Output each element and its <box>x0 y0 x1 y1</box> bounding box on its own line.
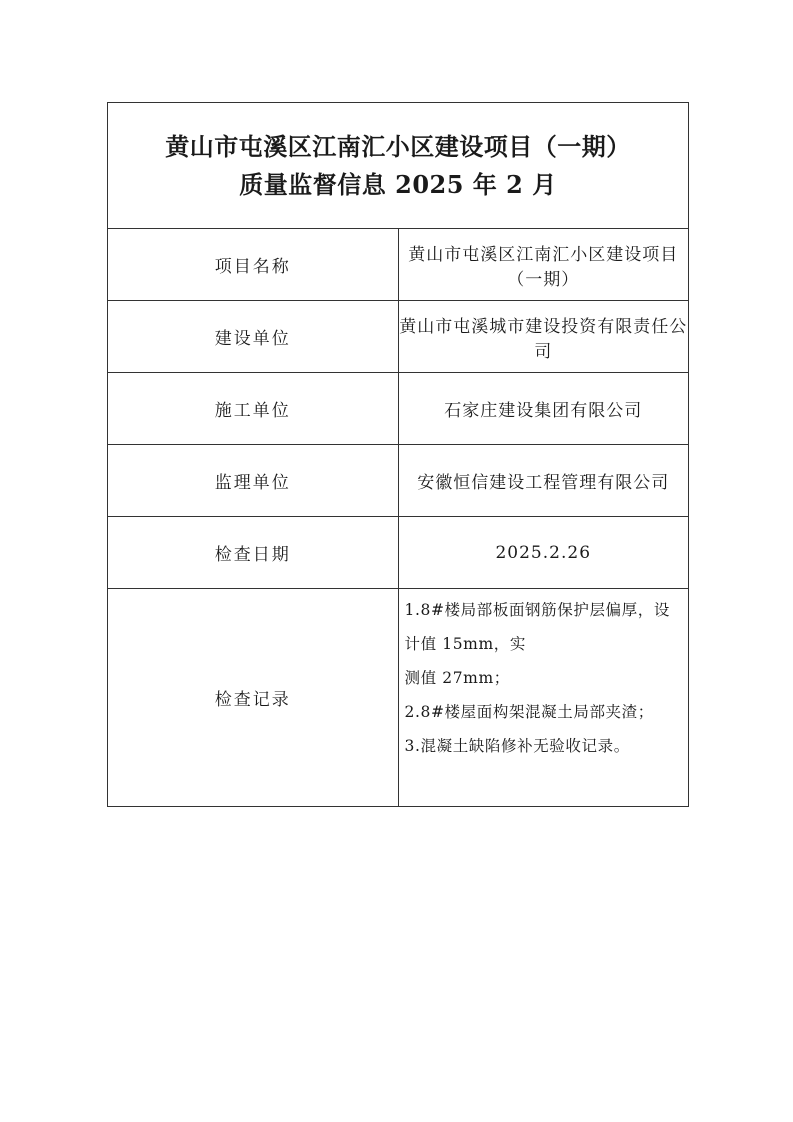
quality-info-table <box>107 102 689 807</box>
record-line: 2.8#楼屋面构架混凝土局部夹渣； <box>404 703 654 721</box>
inspection-records-content <box>398 589 689 807</box>
label-construction-unit: 建设单位 <box>108 301 399 373</box>
record-line: 3.混凝土缺陷修补无验收记录。 <box>404 737 630 755</box>
label-project-name: 项目名称 <box>108 229 399 301</box>
label-supervisor: 监理单位 <box>108 445 399 517</box>
value-construction-unit: 黄山市屯溪城市建设投资有限责任公司 <box>398 301 689 373</box>
value-project-name: 黄山市屯溪区江南汇小区建设项目（一期） <box>398 229 689 301</box>
value-contractor: 石家庄建设集团有限公司 <box>398 373 689 445</box>
record-line: 1.8#楼局部板面钢筋保护层偏厚，设计值 15mm，实 <box>404 601 670 653</box>
label-inspection-date: 检查日期 <box>108 517 399 589</box>
row-inspection-date <box>108 517 689 589</box>
label-inspection-records: 检查记录 <box>108 589 399 807</box>
row-supervisor <box>108 445 689 517</box>
row-inspection-records <box>108 589 689 807</box>
row-project-name <box>108 229 689 301</box>
title-line-1: 黄山市屯溪区江南汇小区建设项目（一期） <box>165 131 631 161</box>
row-construction-unit <box>108 301 689 373</box>
record-line: 测值 27mm； <box>404 669 510 687</box>
document-title <box>108 103 689 229</box>
row-contractor <box>108 373 689 445</box>
label-contractor: 施工单位 <box>108 373 399 445</box>
title-line-2: 质量监督信息 2025 年 2 月 <box>239 169 557 199</box>
value-inspection-date: 2025.2.26 <box>398 517 689 589</box>
title-row <box>108 103 689 229</box>
value-supervisor: 安徽恒信建设工程管理有限公司 <box>398 445 689 517</box>
